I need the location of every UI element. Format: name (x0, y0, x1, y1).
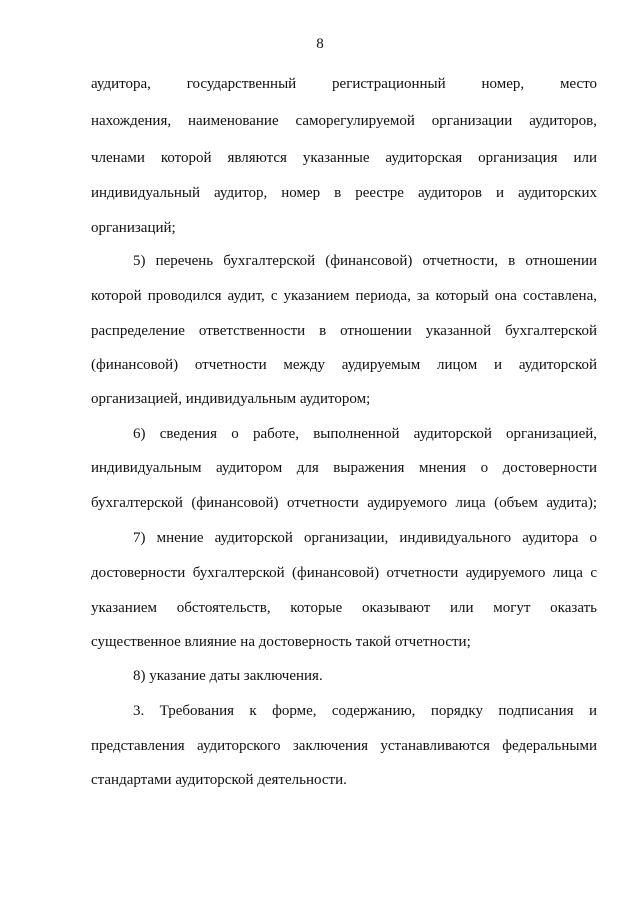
text-line: представления аудиторского заключения устанавливаются федеральными (91, 738, 597, 754)
text-line: 6) сведения о работе, выполненной аудиторской организацией, (133, 426, 597, 442)
text-line: 3. Требования к форме, содержанию, порядку подписания и (133, 703, 597, 719)
text-line: которой проводился аудит, с указанием периода, за который она составлена, (91, 288, 597, 304)
text-line: 8) указание даты заключения. (133, 668, 323, 684)
text-line: стандартами аудиторской деятельности. (91, 772, 347, 788)
text-line: 7) мнение аудиторской организации, индивидуального аудитора о (133, 530, 597, 546)
text-line: нахождения, наименование саморегулируемой организации аудиторов, (91, 113, 597, 129)
page-number: 8 (316, 36, 324, 52)
text-line: бухгалтерской (финансовой) отчетности аудируемого лица (объем аудита); (91, 495, 597, 511)
text-line: распределение ответственности в отношении указанной бухгалтерской (91, 323, 597, 339)
text-line: организацией, индивидуальным аудитором; (91, 391, 371, 407)
text-line: аудитора, государственный регистрационный номер, место (91, 76, 597, 92)
text-line: указанием обстоятельств, которые оказывают или могут оказать (91, 600, 597, 616)
text-line: индивидуальный аудитор, номер в реестре аудиторов и аудиторских (91, 185, 597, 201)
text-line: (финансовой) отчетности между аудируемым лицом и аудиторской (91, 357, 597, 373)
text-line: 5) перечень бухгалтерской (финансовой) отчетности, в отношении (133, 253, 597, 269)
text-line: достоверности бухгалтерской (финансовой) отчетности аудируемого лица с (91, 565, 597, 581)
text-line: организаций; (91, 220, 176, 236)
text-line: индивидуальным аудитором для выражения мнения о достоверности (91, 460, 597, 476)
text-line: членами которой являются указанные аудиторская организация или (91, 150, 597, 166)
text-line: существенное влияние на достоверность такой отчетности; (91, 634, 471, 650)
